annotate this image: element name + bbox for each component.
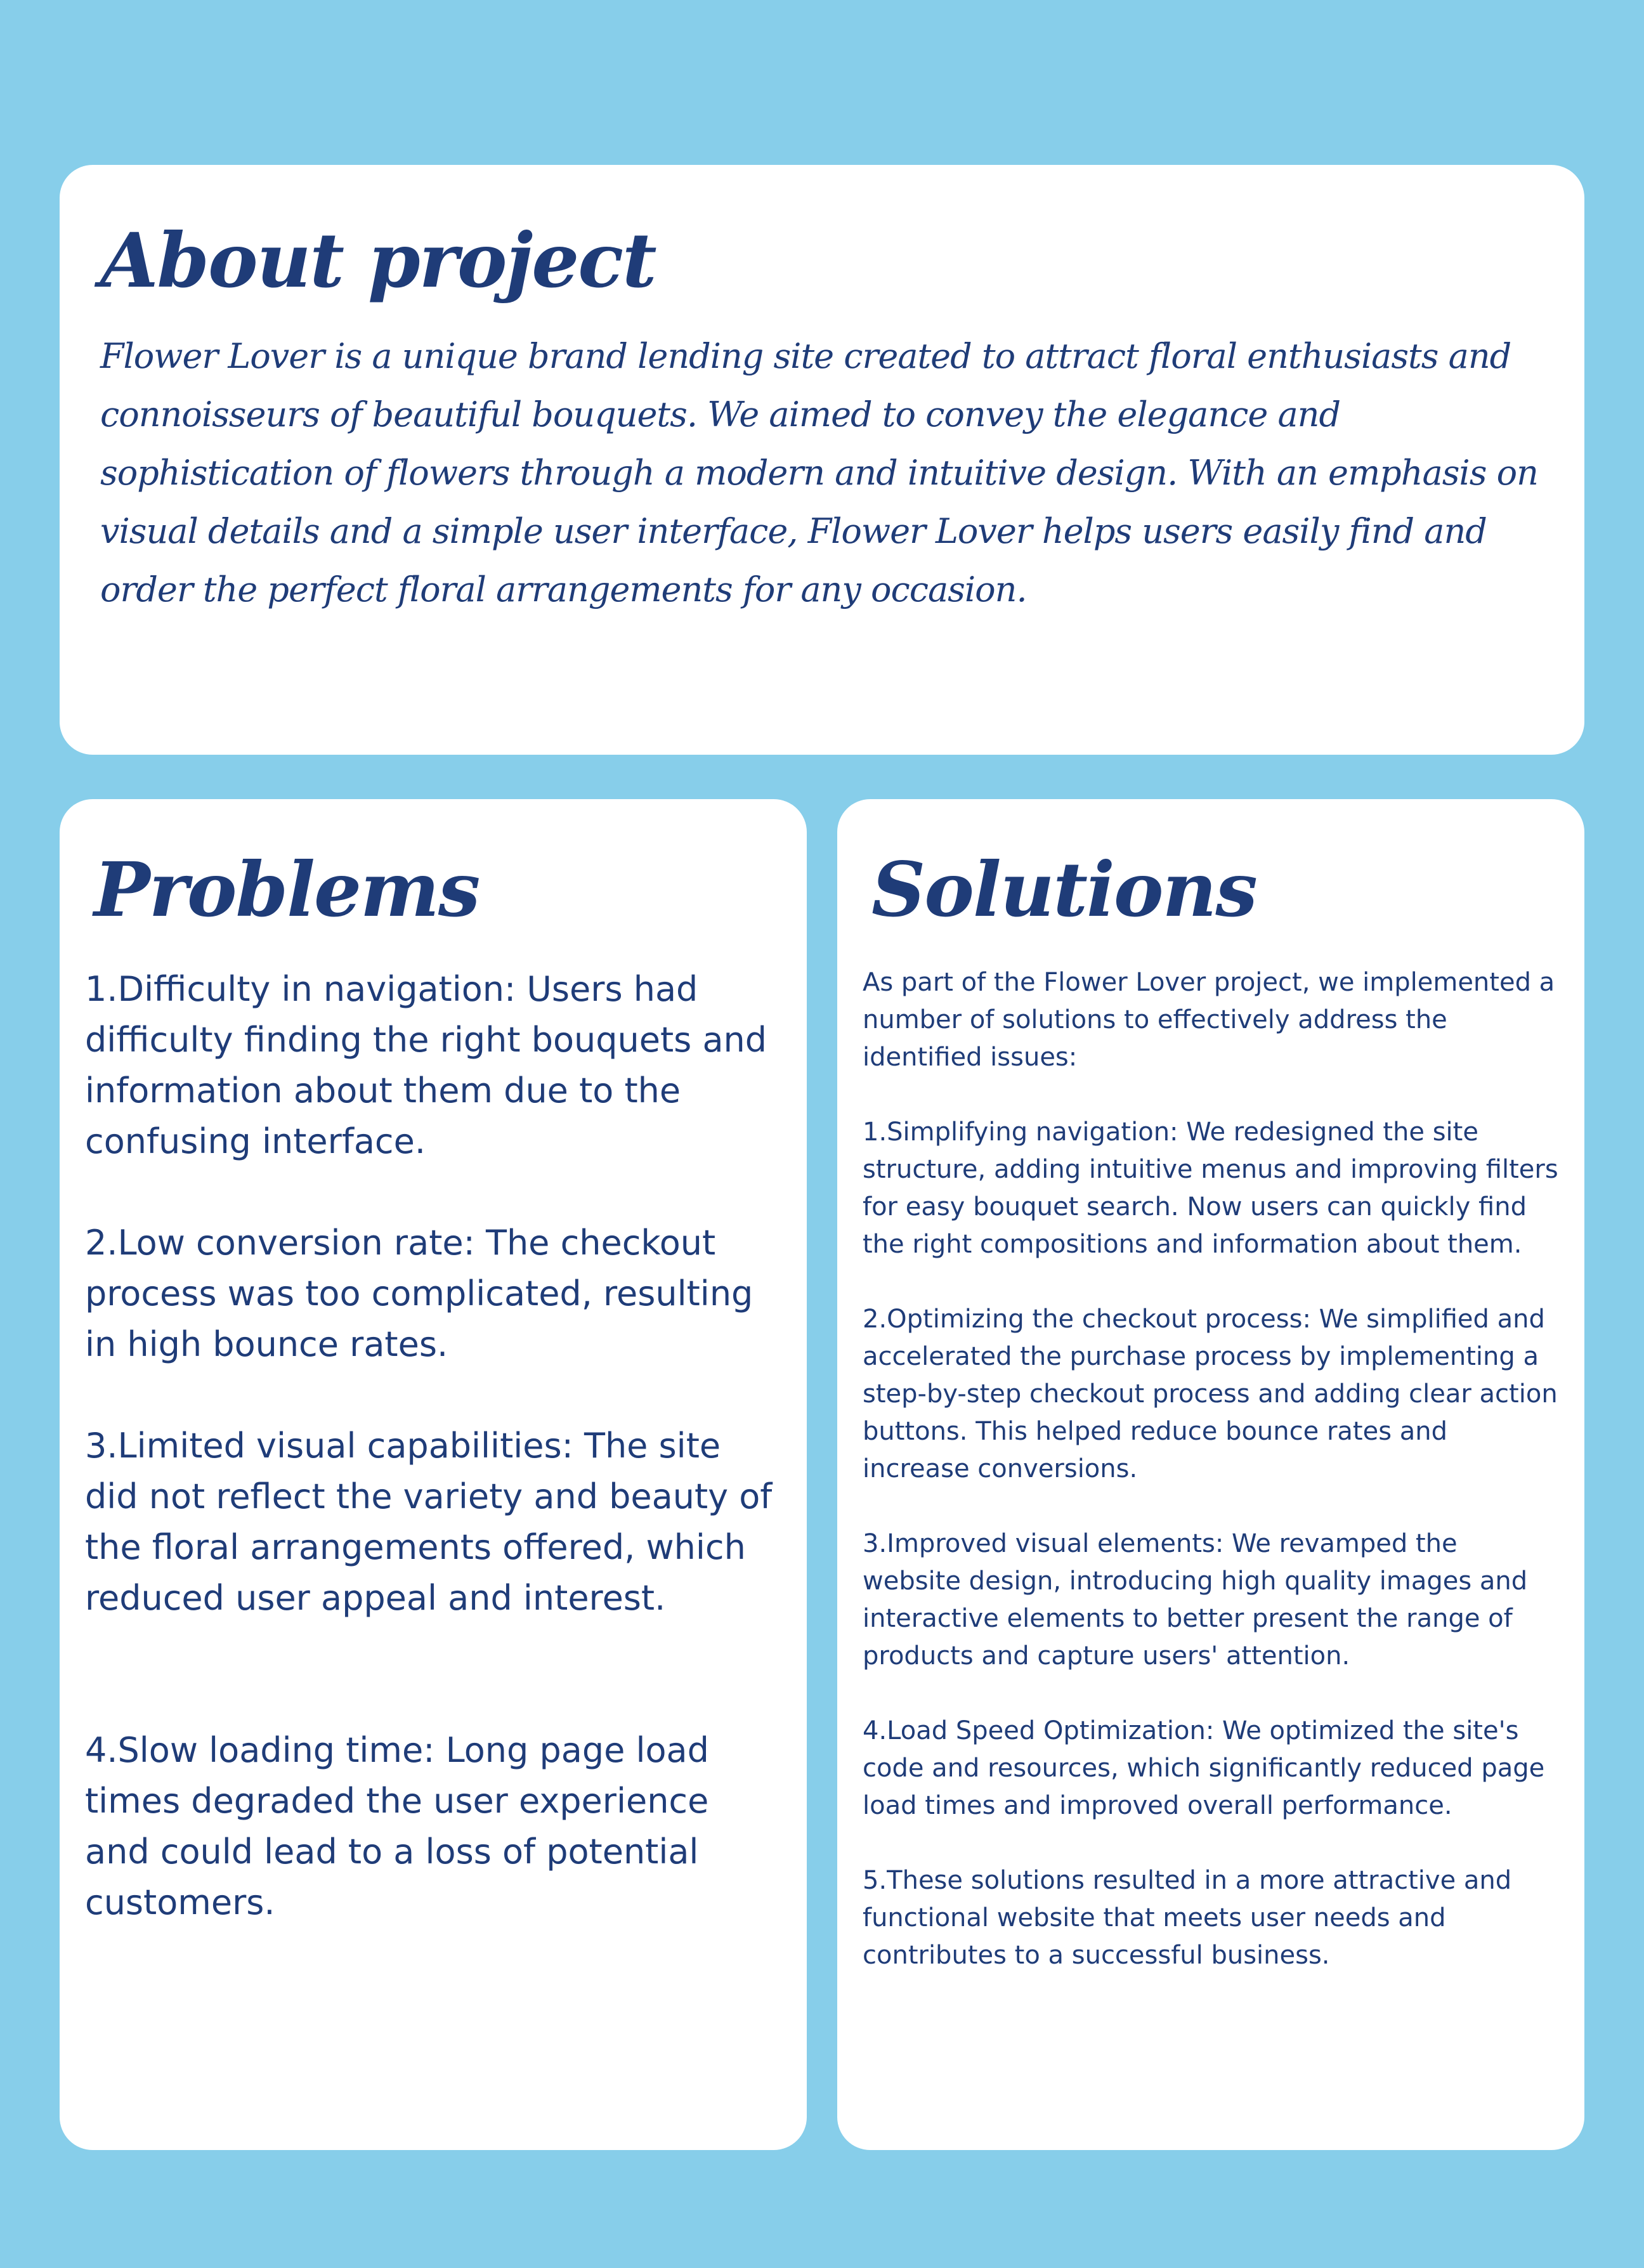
about-project-description: Flower Lover is a unique brand lending site created to attract floral enthusiasts and connoisseurs of beautiful bouquets. We aimed to convey the elegance and sophistication of flowers through a modern and intuitive design. With an emphasis on visual details and a simple user interface, Flower Lover helps users easily find and order the perfect floral arrangements for any occasion. [100, 336, 1538, 609]
solutions-list [863, 964, 1559, 1974]
about-project-card [60, 165, 1584, 755]
problems-title: Problems [94, 845, 480, 934]
solution-item-navigation: 1.Simplifying navigation: We redesigned the site structure, adding intuitive menus and improving filters for easy bouquet search. Now users can quickly find the right compositions and information about them. [863, 1117, 1558, 1259]
solution-item-checkout: 2.Optimizing the checkout process: We simplified and accelerated the purchase process by implementing a step-by-step checkout process and adding clear action buttons. This helped reduce bounce rates and increase conversions. [863, 1304, 1558, 1483]
problem-item-conversion: 2.Low conversion rate: The checkout process was too complicated, resulting in high bounce rates. [85, 1222, 754, 1364]
problem-item-visual: 3.Limited visual capabilities: The site did not reflect the variety and beauty of the floral arrangements offered, which reduced user appeal and interest. [85, 1425, 773, 1618]
problems-list [85, 964, 781, 1928]
solutions-intro: As part of the Flower Lover project, we implemented a number of solutions to effectively address the identified issues: [863, 967, 1555, 1072]
solution-item-results: 5.These solutions resulted in a more attractive and functional website that meets user needs and contributes to a successful business. [863, 1865, 1512, 1970]
solutions-card [837, 799, 1584, 2150]
problem-item-navigation: 1.Difficulty in navigation: Users had difficulty finding the right bouquets and information about them due to the confusing interface. [85, 968, 767, 1161]
problem-item-loading: 4.Slow loading time: Long page load times degraded the user experience and could lead to a loss of potential customers. [85, 1730, 709, 1922]
problems-card [60, 799, 807, 2150]
solutions-title: Solutions [871, 845, 1256, 934]
solution-item-load-speed: 4.Load Speed Optimization: We optimized the site's code and resources, which significantly reduced page load times and improved overall performance. [863, 1716, 1545, 1820]
solution-item-visual: 3.Improved visual elements: We revamped the website design, introducing high quality images and interactive elements to better present the range of products and capture users' attention. [863, 1528, 1528, 1671]
about-project-title: About project [100, 216, 656, 304]
